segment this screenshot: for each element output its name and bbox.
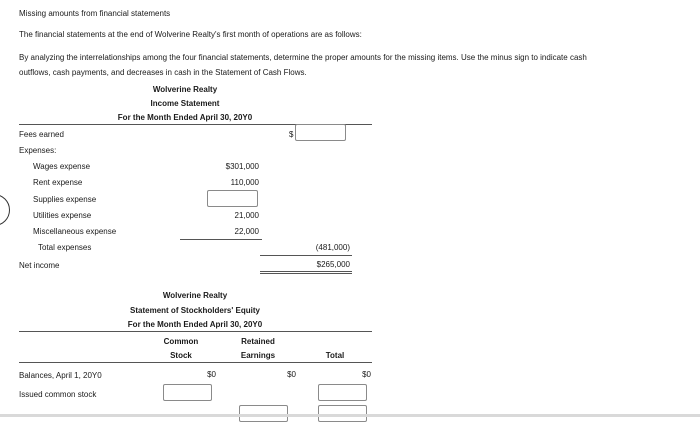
- margin-circle-marker: [0, 194, 10, 226]
- total-expenses-label: Total expenses: [38, 243, 92, 252]
- net-income-double-rule-bottom: [260, 273, 352, 274]
- net-income-double-rule-top: [260, 271, 352, 272]
- page-title: Missing amounts from financial statements: [19, 9, 171, 18]
- col-retained-earnings-line1: Retained: [241, 337, 275, 346]
- intro-text: The financial statements at the end of Wolverine Realty's first month of operations are as follows:: [19, 30, 362, 39]
- net-income-label: Net income: [19, 261, 60, 270]
- equity-statement-period: For the Month Ended April 30, 20Y0: [127, 320, 263, 329]
- misc-expense-label: Miscellaneous expense: [33, 227, 117, 236]
- balances-retained-earnings-value: $0: [287, 370, 296, 379]
- equity-heading-rule: [19, 331, 372, 332]
- income-company-name: Wolverine Realty: [152, 85, 218, 94]
- total-expenses-value: (481,000): [315, 243, 350, 252]
- balances-total-value: $0: [362, 370, 371, 379]
- bottom-scroll-strip: [0, 414, 700, 417]
- col-common-stock-line2: Stock: [170, 351, 192, 360]
- col-total: Total: [325, 351, 345, 360]
- equity-company-name: Wolverine Realty: [162, 291, 228, 300]
- rent-expense-value: 110,000: [230, 178, 259, 187]
- expenses-label: Expenses:: [19, 146, 57, 155]
- fees-earned-label: Fees earned: [19, 130, 64, 139]
- wages-expense-value: $301,000: [225, 162, 259, 171]
- fees-earned-input[interactable]: [295, 124, 346, 141]
- wages-expense-label: Wages expense: [33, 162, 91, 171]
- income-statement-period: For the Month Ended April 30, 20Y0: [117, 113, 253, 122]
- expenses-subtotal-rule: [180, 239, 262, 240]
- utilities-expense-value: 21,000: [234, 211, 259, 220]
- equity-statement-title: Statement of Stockholders' Equity: [130, 306, 260, 315]
- utilities-expense-label: Utilities expense: [33, 211, 92, 220]
- equity-columns-rule: [19, 362, 372, 363]
- income-statement-title: Income Statement: [150, 99, 220, 108]
- issued-common-stock-input[interactable]: [163, 384, 212, 401]
- issued-common-stock-label: Issued common stock: [19, 390, 97, 399]
- col-retained-earnings-line2: Earnings: [240, 351, 276, 360]
- supplies-expense-input[interactable]: [207, 190, 258, 207]
- issued-total-input[interactable]: [318, 384, 367, 401]
- balances-common-stock-value: $0: [207, 370, 216, 379]
- balances-april-1-label: Balances, April 1, 20Y0: [19, 371, 102, 380]
- total-expenses-rule: [260, 255, 352, 256]
- net-income-value: $265,000: [316, 260, 350, 269]
- rent-expense-label: Rent expense: [33, 178, 83, 187]
- instructions-line-2: outflows, cash payments, and decreases in cash in the Statement of Cash Flows.: [19, 68, 307, 77]
- fees-currency-symbol: $: [289, 130, 294, 139]
- supplies-expense-label: Supplies expense: [33, 195, 97, 204]
- misc-expense-value: 22,000: [234, 227, 259, 236]
- col-common-stock-line1: Common: [163, 337, 199, 346]
- instructions-line-1: By analyzing the interrelationships among the four financial statements, determine the proper amounts for the missing items. Use the minus sign to indicate cash: [19, 53, 587, 62]
